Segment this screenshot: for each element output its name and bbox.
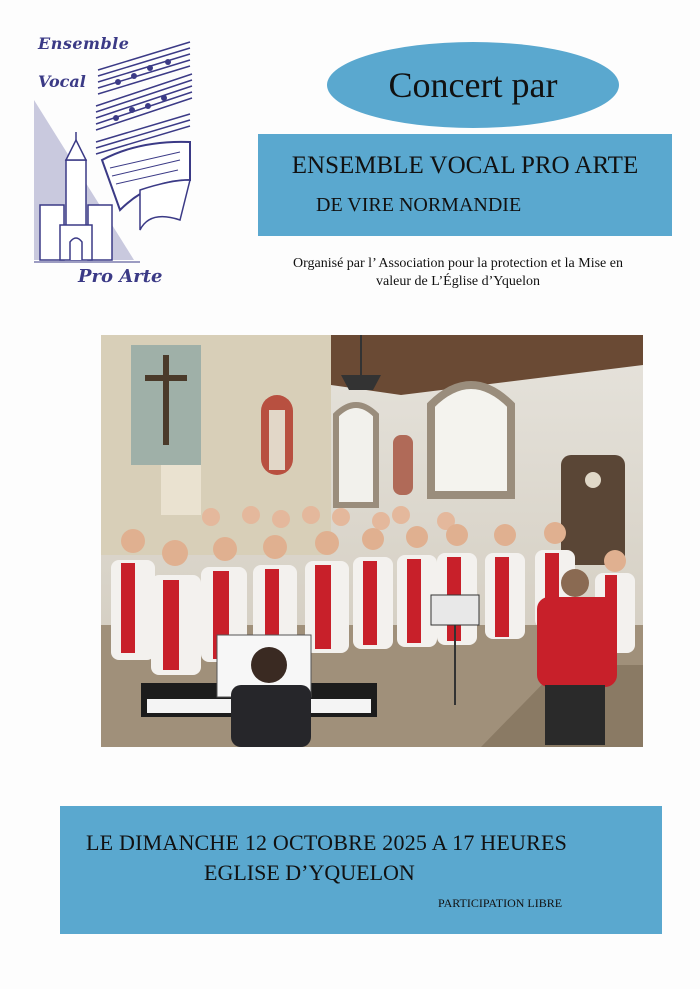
organizer-text: [262, 255, 654, 291]
logo-text-vocal: Vocal: [38, 72, 86, 91]
choir-photo: [101, 335, 643, 747]
concert-par-text: Concert par: [388, 65, 558, 105]
ensemble-logo: [30, 30, 200, 300]
event-date: LE DIMANCHE 12 OCTOBRE 2025 A 17 HEURES: [86, 830, 568, 855]
logo-text-ensemble: Ensemble: [38, 34, 130, 53]
event-place: EGLISE D’YQUELON: [204, 860, 415, 885]
ensemble-name: ENSEMBLE VOCAL PRO ARTE: [291, 152, 639, 179]
choir-photo-illustration: [101, 335, 643, 747]
title-box: [258, 134, 672, 236]
logo-illustration: [30, 30, 200, 300]
ensemble-origin: DE VIRE NORMANDIE: [316, 194, 522, 216]
organizer-line-2: valeur de L’Église d’Yquelon: [376, 274, 540, 289]
organizer-line-1: Organisé par l’ Association pour la protection et la Mise en: [293, 256, 623, 271]
logo-text-pro-arte: Pro Arte: [78, 266, 163, 287]
event-details-box: [60, 806, 662, 934]
participation-note: PARTICIPATION LIBRE: [438, 896, 563, 910]
concert-par-banner: [327, 42, 619, 128]
